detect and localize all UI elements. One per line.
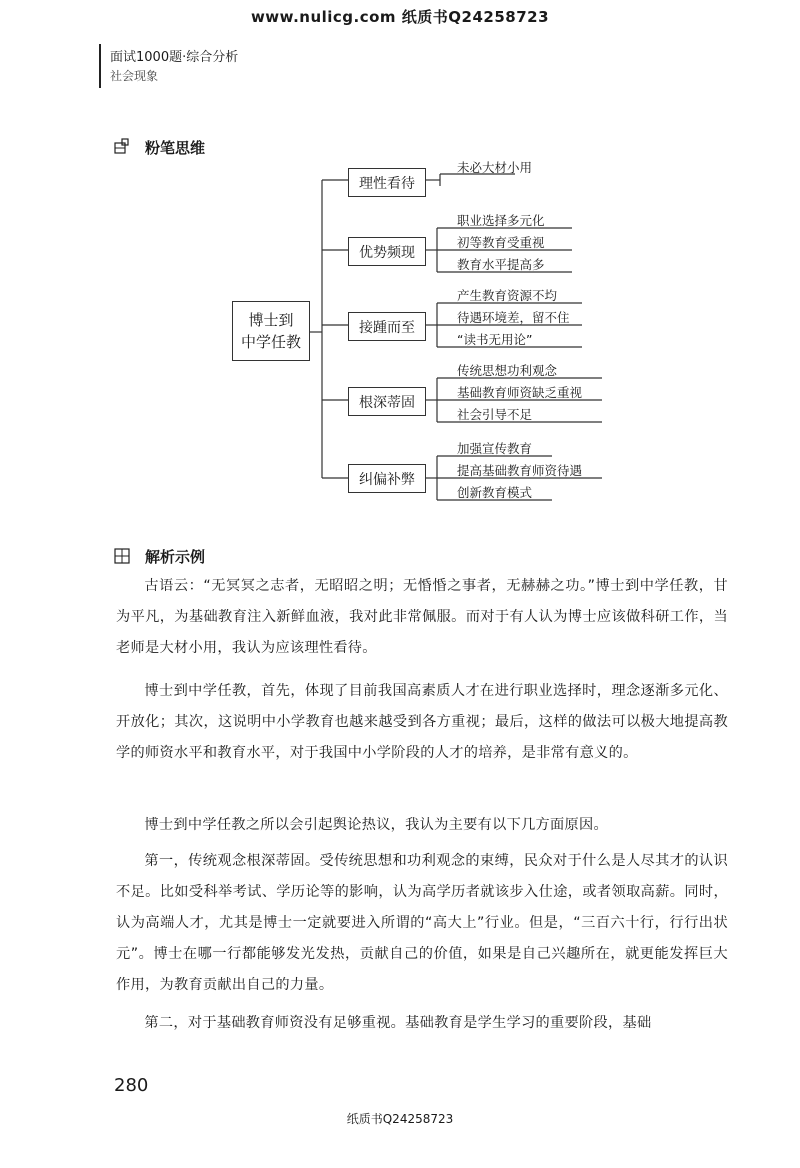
- mindmap-leaf: 职业选择多元化: [457, 213, 545, 228]
- paragraph-1: 古语云：“无冥冥之志者，无昭昭之明；无惛惛之事者，无赫赫之功。”博士到中学任教，甘为平凡，为基础教育注入新鲜血液，我对此非常佩服。而对于有人认为博士应该做科研工作，当老师是大材小用，我认为应该理性看待。: [116, 578, 728, 656]
- chapter-title: 社会现象: [110, 69, 159, 83]
- mindmap-leaf: 教育水平提高多: [457, 257, 545, 272]
- mindmap-leaf: 创新教育模式: [457, 485, 533, 500]
- mindmap-leaf: 传统思想功利观念: [457, 363, 558, 378]
- watermark-top: www.nulicg.com 纸质书Q24258723: [250, 8, 550, 26]
- mindmap-leaf: 加强宣传教育: [457, 441, 533, 456]
- mindmap-root: 博士到 中学任教: [232, 301, 310, 361]
- watermark-bottom: 纸质书Q24258723: [346, 1112, 454, 1126]
- paragraph-5: 第二，对于基础教育师资没有足够重视。基础教育是学生学习的重要阶段，基础: [144, 1015, 652, 1031]
- book-title: 面试1000题·综合分析: [110, 50, 239, 65]
- mindmap-section-icon: [114, 138, 130, 156]
- mindmap-branch-4: 根深蒂固: [348, 387, 426, 416]
- mindmap-leaf: 社会引导不足: [457, 407, 533, 422]
- paragraph-3: 博士到中学任教之所以会引起舆论热议，我认为主要有以下几方面原因。: [144, 817, 608, 833]
- mindmap-leaf: 未必大材小用: [457, 160, 533, 175]
- mindmap-leaf: “读书无用论”: [457, 332, 533, 347]
- header-bar: [99, 44, 101, 88]
- mindmap-leaf: 产生教育资源不均: [457, 288, 558, 303]
- mindmap-branch-1: 理性看待: [348, 168, 426, 197]
- mindmap-leaf: 待遇环境差，留不住: [457, 310, 570, 325]
- analysis-section-icon: [114, 548, 130, 564]
- mindmap-leaf: 提高基础教育师资待遇: [457, 463, 583, 478]
- mindmap-leaf: 基础教育师资缺乏重视: [457, 385, 583, 400]
- analysis-section-title: 解析示例: [145, 548, 206, 566]
- mindmap-leaf: 初等教育受重视: [457, 235, 545, 250]
- mindmap-branch-3: 接踵而至: [348, 312, 426, 341]
- paragraph-4: 第一，传统观念根深蒂固。受传统思想和功利观念的束缚，民众对于什么是人尽其才的认识不足。比如受科举考试、学历论等的影响，认为高学历者就该步入仕途，或者领取高薪。同时，认为高端人才，尤其是博士一定就要进入所谓的“高大上”行业。但是，“三百六十行，行行出状元”。博士在哪一行都能够发光发热，贡献自己的价值，如果是自己兴趣所在，就更能发挥巨大作用，为教育贡献出自己的力量。: [116, 853, 728, 993]
- paragraph-2: 博士到中学任教，首先，体现了目前我国高素质人才在进行职业选择时，理念逐渐多元化、开放化；其次，这说明中小学教育也越来越受到各方重视；最后，这样的做法可以极大地提高教学的师资水平和教育水平，对于我国中小学阶段的人才的培养，是非常有意义的。: [116, 683, 728, 761]
- mindmap-branch-5: 纠偏补弊: [348, 464, 426, 493]
- mindmap-branch-2: 优势频现: [348, 237, 426, 266]
- mindmap-section-title: 粉笔思维: [145, 139, 206, 157]
- page-number: 280: [114, 1075, 149, 1096]
